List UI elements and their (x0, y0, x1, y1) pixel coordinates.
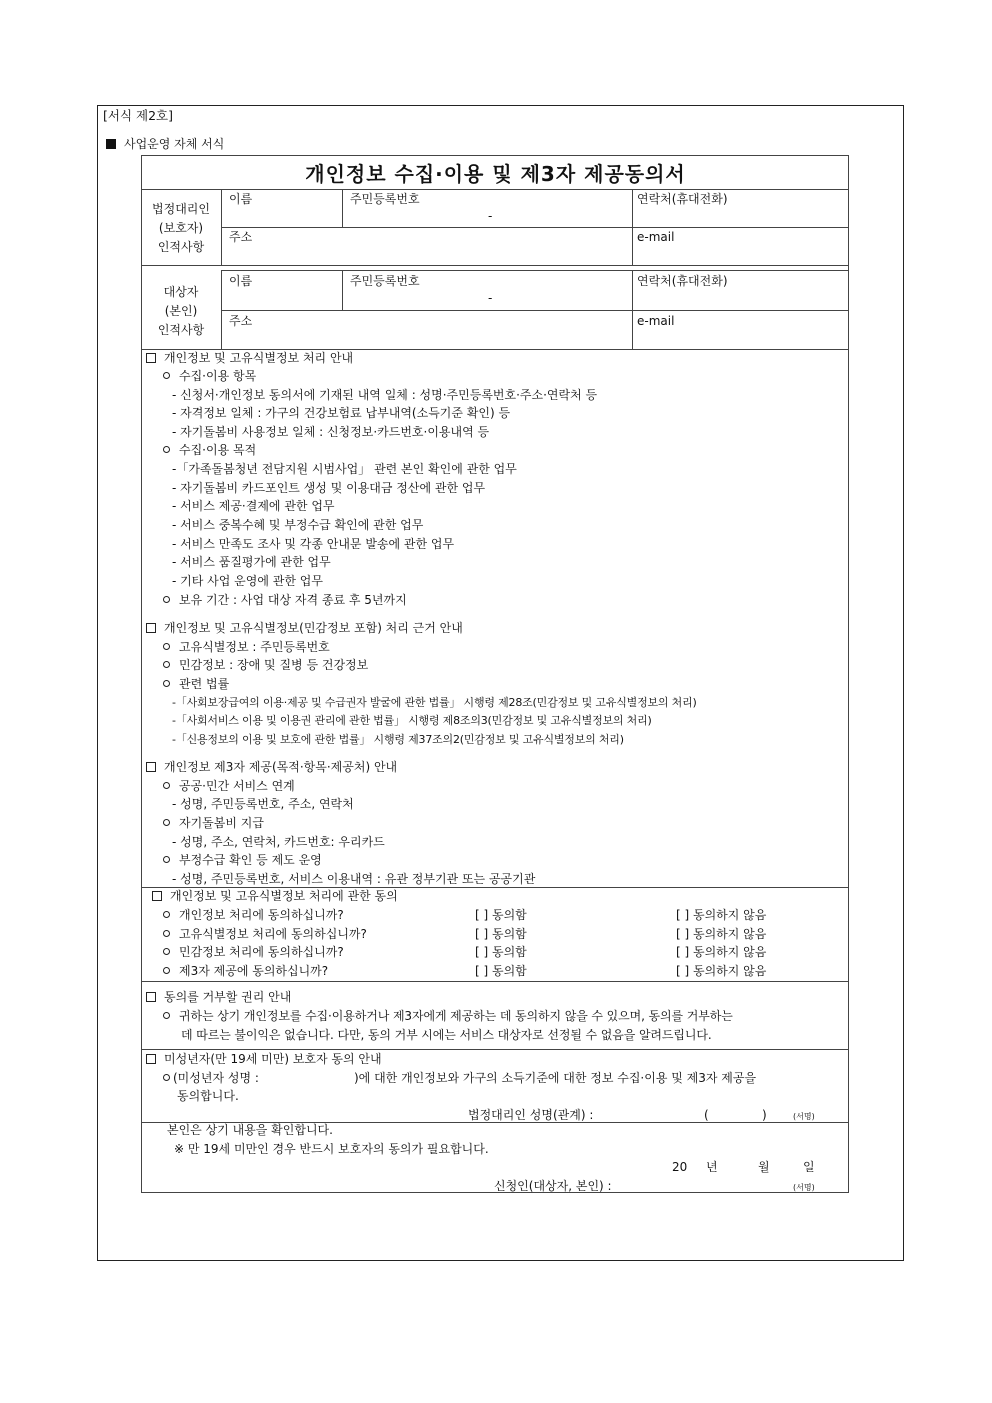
minor-line-pre: (미성년자 성명 : (173, 1071, 259, 1085)
laws-heading-text: 관련 법률 (179, 677, 230, 691)
consent-heading (152, 888, 398, 904)
circle-bullet-icon (163, 643, 170, 650)
guardian-row-label-line: 법정대리인 (152, 202, 210, 216)
circle-bullet-icon (163, 782, 170, 789)
third-party-heading-text: 개인정보 제3자 제공(목적·항목·제공처) 안내 (164, 760, 398, 774)
legal-basis-heading (146, 620, 463, 636)
purpose-line: - 서비스 품질평가에 관한 업무 (172, 555, 331, 569)
law-line: -「사회보장급여의 이용·제공 및 수급권자 발굴에 관한 법률」 시행령 제28조(민감정보 및 고유식별정보의 처리) (172, 696, 697, 709)
third-party-group-detail: - 성명, 주민등록번호, 서비스 이용내역 : 유관 정부기관 또는 공공기관 (172, 872, 536, 886)
subject-row-label-line: 인적사항 (157, 323, 205, 337)
minor-heading (146, 1051, 382, 1067)
law-line: -「사회서비스 이용 및 이용권 관리에 관한 법률」 시행령 제8조의3(민감정보 및 고유식별정보의 처리) (172, 714, 652, 727)
subject-row-label-line: (본인) (164, 304, 198, 318)
divider (342, 270, 343, 310)
section-label (106, 135, 224, 152)
minor-line-post: )에 대한 개인정보와 가구의 소득기준에 대한 정보 수집·이용 및 제3자 제공을 (354, 1071, 757, 1085)
unique-id-line (163, 639, 330, 655)
purpose-line: - 기타 사업 운영에 관한 업무 (172, 574, 323, 588)
purpose-line: - 서비스 만족도 조사 및 각종 안내문 발송에 관한 업무 (172, 537, 455, 551)
laws-heading (163, 676, 229, 692)
guardian-address-label: 주소 (229, 230, 253, 244)
third-party-group-title (163, 852, 322, 868)
guardian-sign-mark: (서명) (793, 1112, 815, 1121)
purpose-heading (163, 442, 256, 458)
agree-option[interactable]: [ ] 동의함 (475, 964, 527, 978)
items-heading-text: 수집·이용 항목 (179, 369, 257, 383)
date-day-unit: 일 (803, 1160, 815, 1174)
divider (221, 227, 849, 228)
guardian-email-label: e-mail (637, 230, 675, 244)
checkbox-icon (152, 891, 162, 901)
guardian-name-label: 이름 (229, 192, 253, 206)
guardian-sign-label: 법정대리인 성명(관계) : (468, 1108, 594, 1122)
checkbox-icon (146, 623, 156, 633)
date-month-unit: 월 (758, 1160, 770, 1174)
date-year: 20 (672, 1160, 688, 1174)
third-party-heading (146, 759, 397, 775)
divider (141, 1049, 849, 1050)
sensitive-text: 민감정보 : 장애 및 질병 등 건강정보 (179, 658, 369, 672)
third-party-group-detail: - 성명, 주소, 연락처, 카드번호: 우리카드 (172, 835, 385, 849)
circle-bullet-icon (163, 596, 170, 603)
minor-line (163, 1070, 259, 1086)
circle-bullet-icon (163, 819, 170, 826)
circle-bullet-icon (163, 948, 170, 955)
refusal-heading-text: 동의를 거부할 권리 안내 (164, 990, 292, 1004)
circle-bullet-icon (163, 1074, 170, 1081)
confirm-line: 본인은 상기 내용을 확인합니다. (167, 1123, 333, 1137)
guardian-row-label-line: (보호자) (158, 221, 204, 235)
confirm-note: ※ 만 19세 미만인 경우 반드시 보호자의 동의가 필요합니다. (174, 1142, 489, 1156)
circle-bullet-icon (163, 967, 170, 974)
subject-rrn-label: 주민등록번호 (350, 274, 420, 288)
minor-heading-text: 미성년자(만 19세 미만) 보호자 동의 안내 (164, 1052, 382, 1066)
purpose-line: - 서비스 제공·결제에 관한 업무 (172, 499, 335, 513)
date-year-unit: 년 (706, 1160, 718, 1174)
divider (221, 310, 849, 311)
guardian-row-label-line: 인적사항 (157, 240, 205, 254)
disagree-option[interactable]: [ ] 동의하지 않음 (676, 927, 767, 941)
agree-option[interactable]: [ ] 동의함 (475, 927, 527, 941)
item-line: - 자기돌봄비 사용정보 일체 : 신청정보·카드번호·이용내역 등 (172, 425, 490, 439)
minor-line2: 동의합니다. (177, 1089, 239, 1103)
consent-question-text: 개인정보 처리에 동의하십니까? (179, 908, 344, 922)
subject-rrn-dash: - (488, 291, 493, 305)
disagree-option[interactable]: [ ] 동의하지 않음 (676, 964, 767, 978)
third-party-group-title (163, 778, 295, 794)
third-party-group-title-text: 부정수급 확인 등 제도 운영 (179, 853, 322, 867)
consent-question (163, 944, 344, 960)
third-party-group-title-text: 공공·민간 서비스 연계 (179, 779, 295, 793)
subject-row-label (141, 283, 221, 340)
divider (221, 270, 849, 271)
circle-bullet-icon (163, 1012, 170, 1019)
divider (141, 265, 849, 266)
refusal-heading (146, 989, 291, 1005)
applicant-label: 신청인(대상자, 본인) : (494, 1179, 612, 1193)
section-label-text: 사업운영 자체 서식 (124, 137, 225, 151)
checkbox-icon (146, 762, 156, 772)
circle-bullet-icon (163, 372, 170, 379)
items-heading (163, 368, 256, 384)
relation-paren-close: ) (762, 1108, 767, 1122)
circle-bullet-icon (163, 856, 170, 863)
form-number: [서식 제2호] (103, 108, 173, 123)
third-party-group-detail: - 성명, 주민등록번호, 주소, 연락처 (172, 797, 354, 811)
subject-contact-label: 연락처(휴대전화) (637, 274, 728, 288)
disagree-option[interactable]: [ ] 동의하지 않음 (676, 945, 767, 959)
refusal-line (163, 1008, 733, 1024)
unique-id-text: 고유식별정보 : 주민등록번호 (179, 640, 330, 654)
item-line: - 자격정보 일체 : 가구의 건강보험료 납부내역(소득기준 확인) 등 (172, 406, 511, 420)
third-party-group-title (163, 815, 264, 831)
relation-paren-open: ( (704, 1108, 709, 1122)
agree-option[interactable]: [ ] 동의함 (475, 908, 527, 922)
subject-address-label: 주소 (229, 314, 253, 328)
processing-heading (146, 350, 353, 366)
subject-name-label: 이름 (229, 274, 253, 288)
law-line: -「신용정보의 이용 및 보호에 관한 법률」 시행령 제37조의2(민감정보 및 고유식별정보의 처리) (172, 733, 624, 746)
guardian-contact-label: 연락처(휴대전화) (637, 192, 728, 206)
circle-bullet-icon (163, 930, 170, 937)
processing-heading-text: 개인정보 및 고유식별정보 처리 안내 (164, 351, 354, 365)
guardian-rrn-label: 주민등록번호 (350, 192, 420, 206)
applicant-sign-mark: (서명) (793, 1183, 815, 1192)
consent-question-text: 민감정보 처리에 동의하십니까? (179, 945, 344, 959)
circle-bullet-icon (163, 661, 170, 668)
purpose-line: - 자기돌봄비 카드포인트 생성 및 이용대금 정산에 관한 업무 (172, 481, 486, 495)
guardian-rrn-dash: - (488, 209, 493, 223)
retention-text: 보유 기간 : 사업 대상 자격 종료 후 5년까지 (179, 593, 407, 607)
item-line: - 신청서·개인정보 동의서에 기재된 내역 일체 : 성명·주민등록번호·주소·연락처 등 (172, 388, 598, 402)
subject-row-label-line: 대상자 (163, 285, 199, 299)
consent-question (163, 907, 344, 923)
consent-heading-text: 개인정보 및 고유식별정보 처리에 관한 동의 (170, 889, 398, 903)
retention-line (163, 592, 407, 608)
circle-bullet-icon (163, 446, 170, 453)
divider (342, 189, 343, 227)
third-party-group-title-text: 자기돌봄비 지급 (179, 816, 264, 830)
subject-email-label: e-mail (637, 314, 675, 328)
divider (141, 981, 849, 982)
purpose-heading-text: 수집·이용 목적 (179, 443, 257, 457)
sensitive-line (163, 657, 368, 673)
divider (141, 189, 849, 190)
page-title: 개인정보 수집·이용 및 제3자 제공동의서 (305, 162, 686, 186)
agree-option[interactable]: [ ] 동의함 (475, 945, 527, 959)
consent-question-text: 제3자 제공에 동의하십니까? (179, 964, 329, 978)
purpose-line: -「가족돌봄청년 전담지원 시범사업」 관련 본인 확인에 관한 업무 (172, 462, 517, 476)
legal-basis-heading-text: 개인정보 및 고유식별정보(민감정보 포함) 처리 근거 안내 (164, 621, 463, 635)
refusal-line: 데 따르는 불이익은 없습니다. 다만, 동의 거부 시에는 서비스 대상자로 선정될 수 없음을 알려드립니다. (181, 1028, 712, 1042)
checkbox-icon (146, 353, 156, 363)
circle-bullet-icon (163, 911, 170, 918)
black-square-icon (106, 139, 116, 149)
refusal-line-text: 귀하는 상기 개인정보를 수집·이용하거나 제3자에게 제공하는 데 동의하지 않을 수 있으며, 동의를 거부하는 (179, 1009, 733, 1023)
checkbox-icon (146, 1054, 156, 1064)
circle-bullet-icon (163, 680, 170, 687)
consent-question (163, 926, 367, 942)
disagree-option[interactable]: [ ] 동의하지 않음 (676, 908, 767, 922)
checkbox-icon (146, 992, 156, 1002)
consent-question (163, 963, 328, 979)
consent-question-text: 고유식별정보 처리에 동의하십니까? (179, 927, 367, 941)
guardian-row-label (141, 200, 221, 257)
purpose-line: - 서비스 중복수혜 및 부정수급 확인에 관한 업무 (172, 518, 424, 532)
